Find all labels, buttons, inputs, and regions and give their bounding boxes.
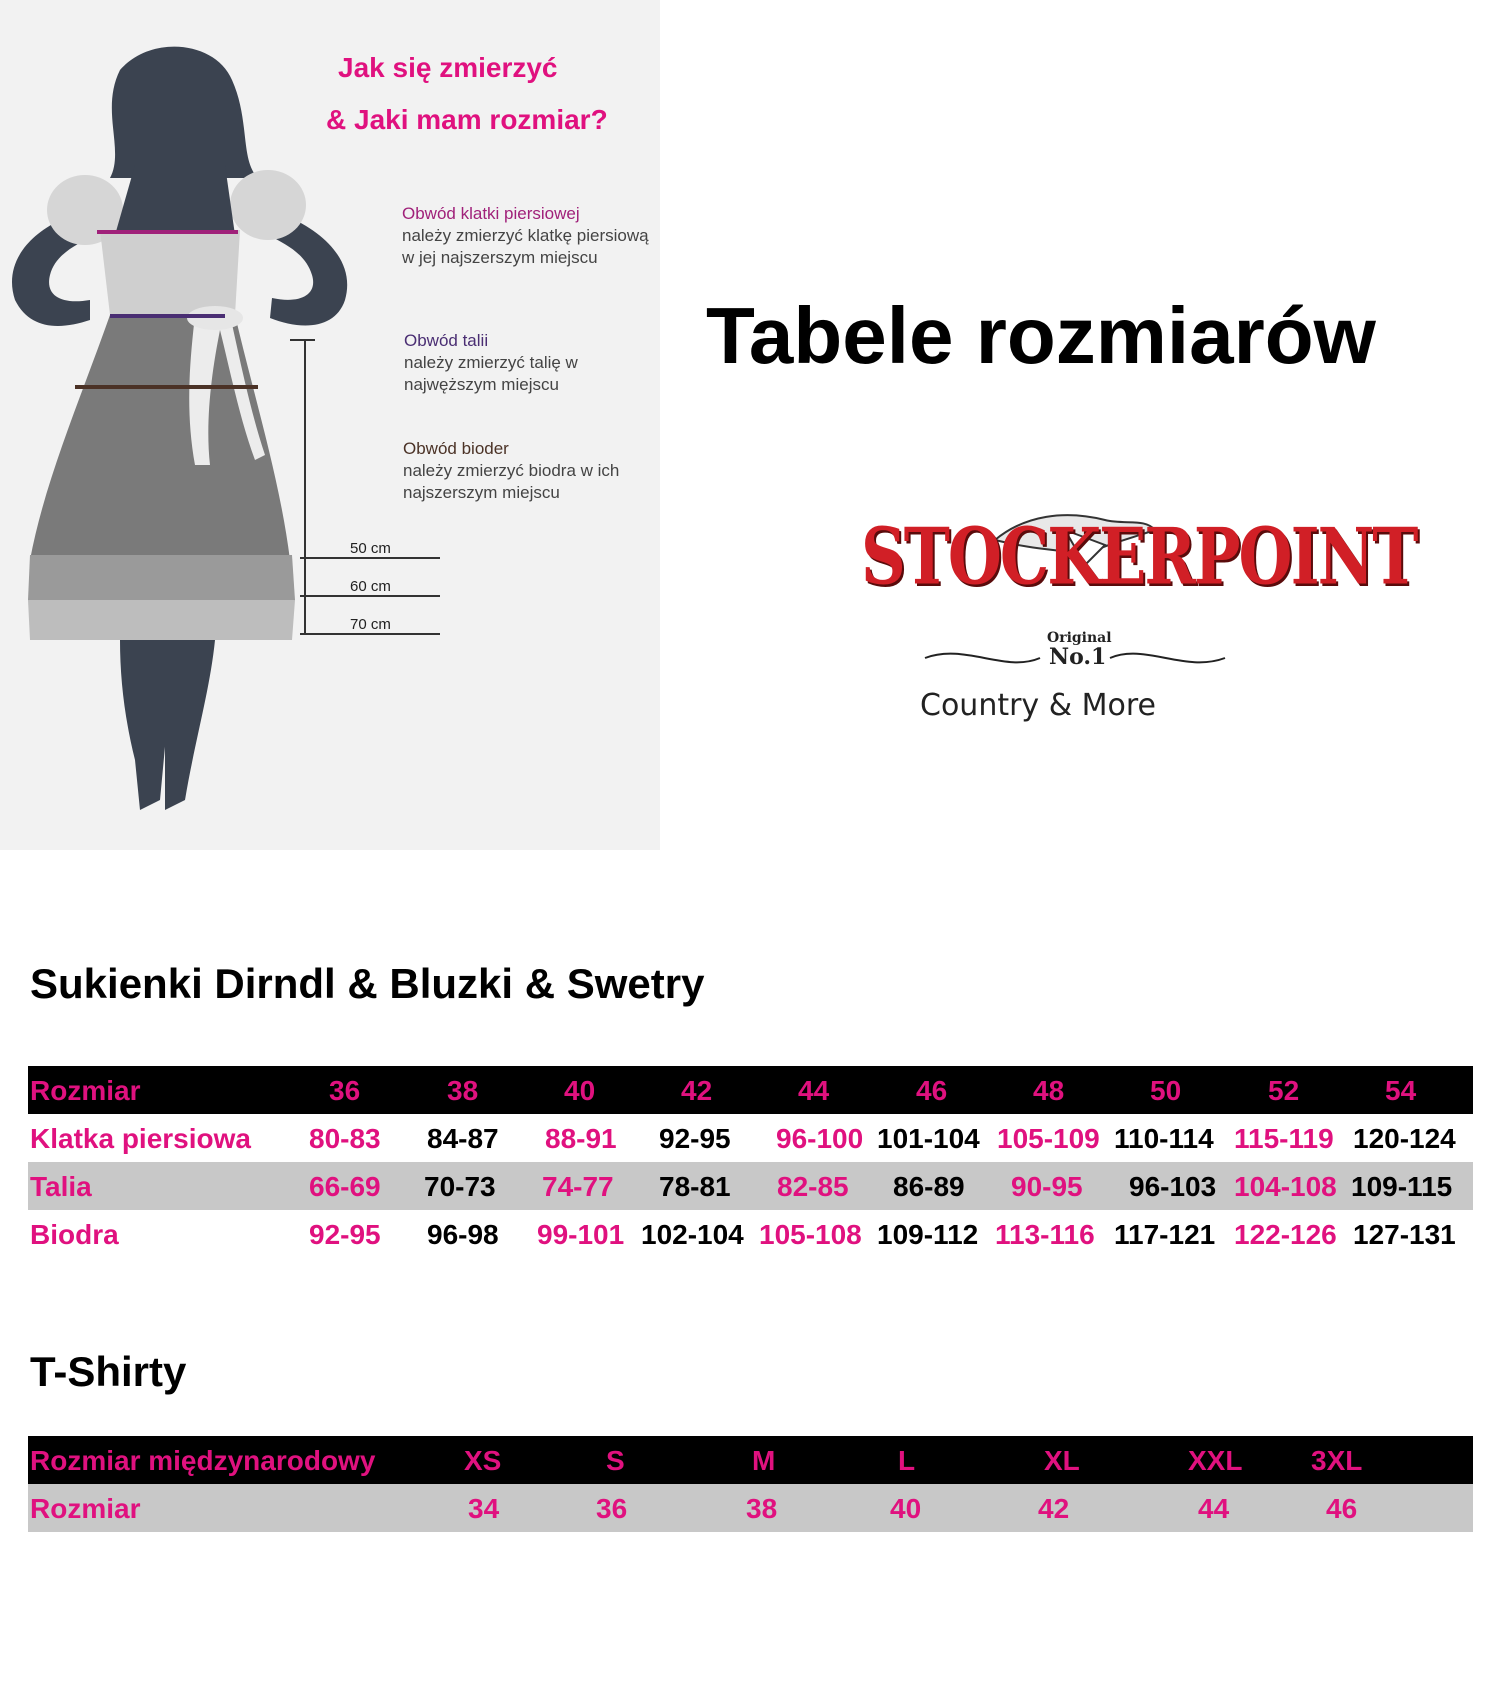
table-row: [28, 1114, 1473, 1162]
dirndl-size-table: [28, 1066, 1473, 1258]
table-header-cell: 52: [1268, 1075, 1300, 1106]
length-label-50: 50 cm: [350, 540, 391, 557]
page-title: Tabele rozmiarów: [706, 291, 1376, 380]
dirndl-header-row: [28, 1066, 1473, 1114]
tshirt-size-table: [28, 1436, 1473, 1532]
table-cell: 102-104: [641, 1219, 744, 1250]
hip-note-heading: Obwód bioder: [403, 439, 509, 458]
table-row: [28, 1162, 1473, 1210]
table-header-cell: L: [898, 1445, 916, 1476]
waist-note: [404, 330, 664, 396]
table-header-cell: Rozmiar międzynarodowy: [30, 1445, 376, 1476]
table-header-cell: XS: [464, 1445, 502, 1476]
table-cell: 66-69: [309, 1171, 381, 1202]
table-cell: 88-91: [545, 1123, 617, 1154]
table-header-cell: 46: [916, 1075, 948, 1106]
bust-note-text: należy zmierzyć klatkę piersiową w jej najszerszym miejscu: [402, 226, 649, 267]
length-label-60: 60 cm: [350, 578, 391, 595]
table-cell: 44: [1198, 1493, 1230, 1524]
table-cell: 120-124: [1353, 1123, 1456, 1154]
table-cell: 36: [596, 1493, 628, 1524]
hip-note: [403, 438, 663, 504]
table-cell: 92-95: [659, 1123, 731, 1154]
table-header-cell: S: [606, 1445, 625, 1476]
length-label-70: 70 cm: [350, 616, 391, 633]
waist-note-text: należy zmierzyć talię w najwęższym miejscu: [404, 353, 578, 394]
stockerpoint-logo: [855, 510, 1417, 740]
howto-title-line1: Jak się zmierzyć: [338, 52, 558, 83]
row-label-cell: Talia: [30, 1171, 92, 1202]
table-cell: 104-108: [1234, 1171, 1337, 1202]
table-cell: 82-85: [777, 1171, 849, 1202]
table-header-cell: 54: [1385, 1075, 1417, 1106]
table-cell: 70-73: [424, 1171, 496, 1202]
table-cell: 90-95: [1011, 1171, 1083, 1202]
row-label-cell: Rozmiar: [30, 1493, 141, 1524]
table-cell: 99-101: [537, 1219, 625, 1250]
tshirt-header-row: [28, 1436, 1473, 1484]
tshirt-section-title: T-Shirty: [30, 1348, 187, 1395]
logo-no1: No.1: [1049, 644, 1107, 670]
table-header-cell: 44: [798, 1075, 830, 1106]
table-header-cell: 40: [564, 1075, 596, 1106]
table-cell: 101-104: [877, 1123, 980, 1154]
logo-brand: STOCKERPOINT: [861, 510, 1417, 603]
table-cell: 109-115: [1351, 1171, 1453, 1202]
table-cell: 40: [890, 1493, 922, 1524]
measurement-guide-panel: [0, 0, 660, 850]
table-header-cell: M: [752, 1445, 776, 1476]
table-cell: 74-77: [542, 1171, 614, 1202]
logo-tagline: Country & More: [920, 688, 1157, 723]
table-cell: 127-131: [1353, 1219, 1456, 1250]
table-header-cell: 38: [447, 1075, 479, 1106]
waist-note-heading: Obwód talii: [404, 331, 489, 350]
table-cell: 46: [1326, 1493, 1358, 1524]
row-label-cell: Klatka piersiowa: [30, 1123, 251, 1154]
dirndl-section-title: Sukienki Dirndl & Bluzki & Swetry: [30, 960, 705, 1007]
table-cell: 117-121: [1114, 1219, 1216, 1250]
table-header-cell: 42: [681, 1075, 713, 1106]
table-cell: 80-83: [309, 1123, 381, 1154]
table-header-cell: XXL: [1188, 1445, 1243, 1476]
row-label-cell: Biodra: [30, 1219, 119, 1250]
table-cell: 105-108: [759, 1219, 862, 1250]
table-cell: 96-103: [1129, 1171, 1217, 1202]
table-cell: 115-119: [1234, 1123, 1334, 1154]
table-header-cell: 48: [1033, 1075, 1065, 1106]
table-cell: 42: [1038, 1493, 1070, 1524]
logo-original: Original: [1047, 630, 1112, 646]
table-row: [28, 1210, 1473, 1258]
table-cell: 122-126: [1234, 1219, 1337, 1250]
bust-note-heading: Obwód klatki piersiowej: [402, 204, 580, 223]
table-cell: 113-116: [995, 1219, 1095, 1250]
table-header-cell: Rozmiar: [30, 1075, 141, 1106]
table-cell: 92-95: [309, 1219, 381, 1250]
table-row: [28, 1484, 1473, 1532]
table-header-cell: 3XL: [1311, 1445, 1363, 1476]
table-cell: 105-109: [997, 1123, 1100, 1154]
hip-note-text: należy zmierzyć biodra w ich najszerszym miejscu: [403, 461, 620, 502]
table-cell: 38: [746, 1493, 778, 1524]
table-cell: 86-89: [893, 1171, 965, 1202]
howto-title-line2: & Jaki mam rozmiar?: [326, 104, 608, 135]
table-header-cell: 36: [329, 1075, 361, 1106]
table-cell: 96-100: [776, 1123, 864, 1154]
table-cell: 110-114: [1114, 1123, 1214, 1154]
table-cell: 84-87: [427, 1123, 499, 1154]
table-cell: 78-81: [659, 1171, 731, 1202]
table-cell: 34: [468, 1493, 500, 1524]
table-header-cell: 50: [1150, 1075, 1182, 1106]
bust-note: [402, 203, 662, 269]
table-header-cell: XL: [1044, 1445, 1080, 1476]
table-cell: 109-112: [877, 1219, 979, 1250]
table-cell: 96-98: [427, 1219, 499, 1250]
